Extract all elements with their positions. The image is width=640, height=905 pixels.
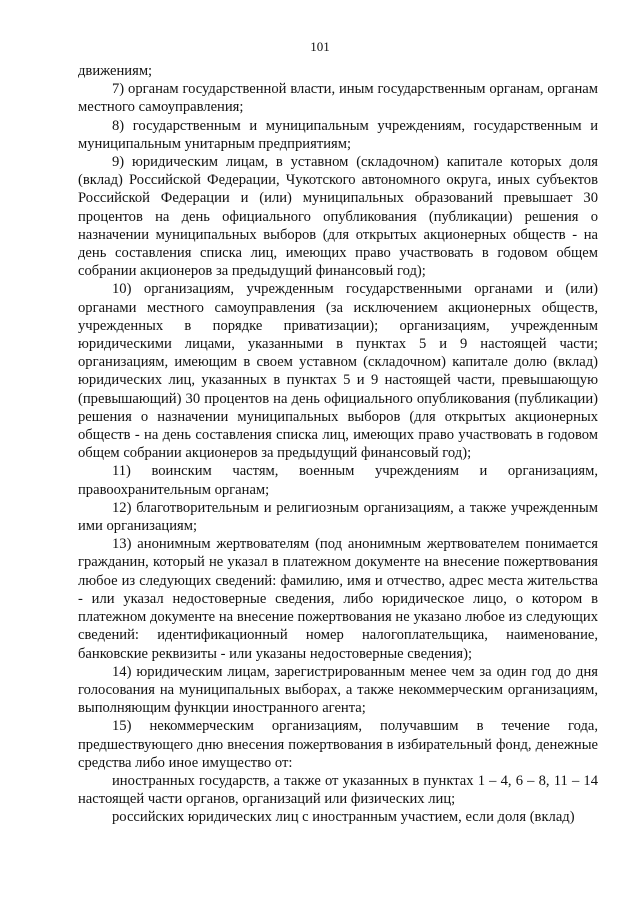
document-body — [78, 62, 598, 827]
paragraph-item-8: 8) государственным и муниципальным учреждениям, государственным и муниципальным унитарным предприятиям; — [78, 117, 598, 152]
paragraph-item-7: 7) органам государственной власти, иным государственным органам, органам местного самоуправления; — [78, 81, 598, 116]
page-number: 101 — [310, 39, 330, 54]
paragraph-foreign-states: иностранных государств, а также от указанных в пунктах 1 – 4, 6 – 8, 11 – 14 настоящей части органов, организаций или физических лиц; — [78, 772, 598, 808]
paragraph-item-14: 14) юридическим лицам, зарегистрированным менее чем за один год до дня голосования на муниципальных выборах, а также некоммерческим организациям, выполняющим функции иностранного агента; — [78, 663, 598, 717]
paragraph-item-13: 13) анонимным жертвователям (под анонимным жертвователем понимается гражданин, который не указал в платежном документе на внесение пожертвования любое из следующих сведений: фамилию, имя и отчество, адрес места жительства - или указал недостоверные сведения, либо юридическое лицо, о котором в платежном документе на внесение пожертвования не указано любое из следующих сведений: идентификационный номер налогоплательщика, наименование, банковские реквизиты - или указаны недостоверные сведения); — [78, 536, 598, 662]
paragraph-item-10: 10) организациям, учрежденным государственными органами и (или) органами местного самоуправления (за исключением акционерных обществ, учрежденных в порядке приватизации); организациям, учрежденным юридическими лицами, указанными в пунктах 5 и 9 настоящей части; организациям, имеющим в своем уставном (складочном) капитале долю (вклад) юридических лиц, указанных в пунктах 5 и 9 настоящей части, превышающую (превышающий) 30 процентов на день официального опубликования (публикации) решения о назначении муниципальных выборов (для открытых акционерных обществ - на день составления списка лиц, имеющих право участвовать в годовом общем собрании акционеров за предыдущий финансовый год); — [78, 281, 598, 462]
paragraph-item-11: 11) воинским частям, военным учреждениям и организациям, правоохранительным органам; — [78, 463, 598, 498]
paragraph-russian-legal-entities: российских юридических лиц с иностранным участием, если доля (вклад) — [112, 809, 575, 826]
paragraph-continuation: движениям; — [78, 63, 153, 79]
paragraph-item-15: 15) некоммерческим организациям, получавшим в течение года, предшествующего дню внесения пожертвования в избирательный фонд, денежные средства либо иное имущество от: — [78, 718, 598, 771]
paragraph-item-12: 12) благотворительным и религиозным организациям, а также учрежденным ими организациям; — [78, 499, 598, 535]
paragraph-item-9: 9) юридическим лицам, в уставном (складочном) капитале которых доля (вклад) Российской Федерации, Чукотского автономного округа, иных субъектов Российской Федерации и (или) муниципальных образований превышает 30 процентов на день официального опубликования (публикации) решения о назначении муниципальных выборов (для открытых акционерных обществ - на день составления списка лиц, имеющих право участвовать в годовом общем собрании акционеров за предыдущий финансовый год); — [78, 154, 598, 280]
